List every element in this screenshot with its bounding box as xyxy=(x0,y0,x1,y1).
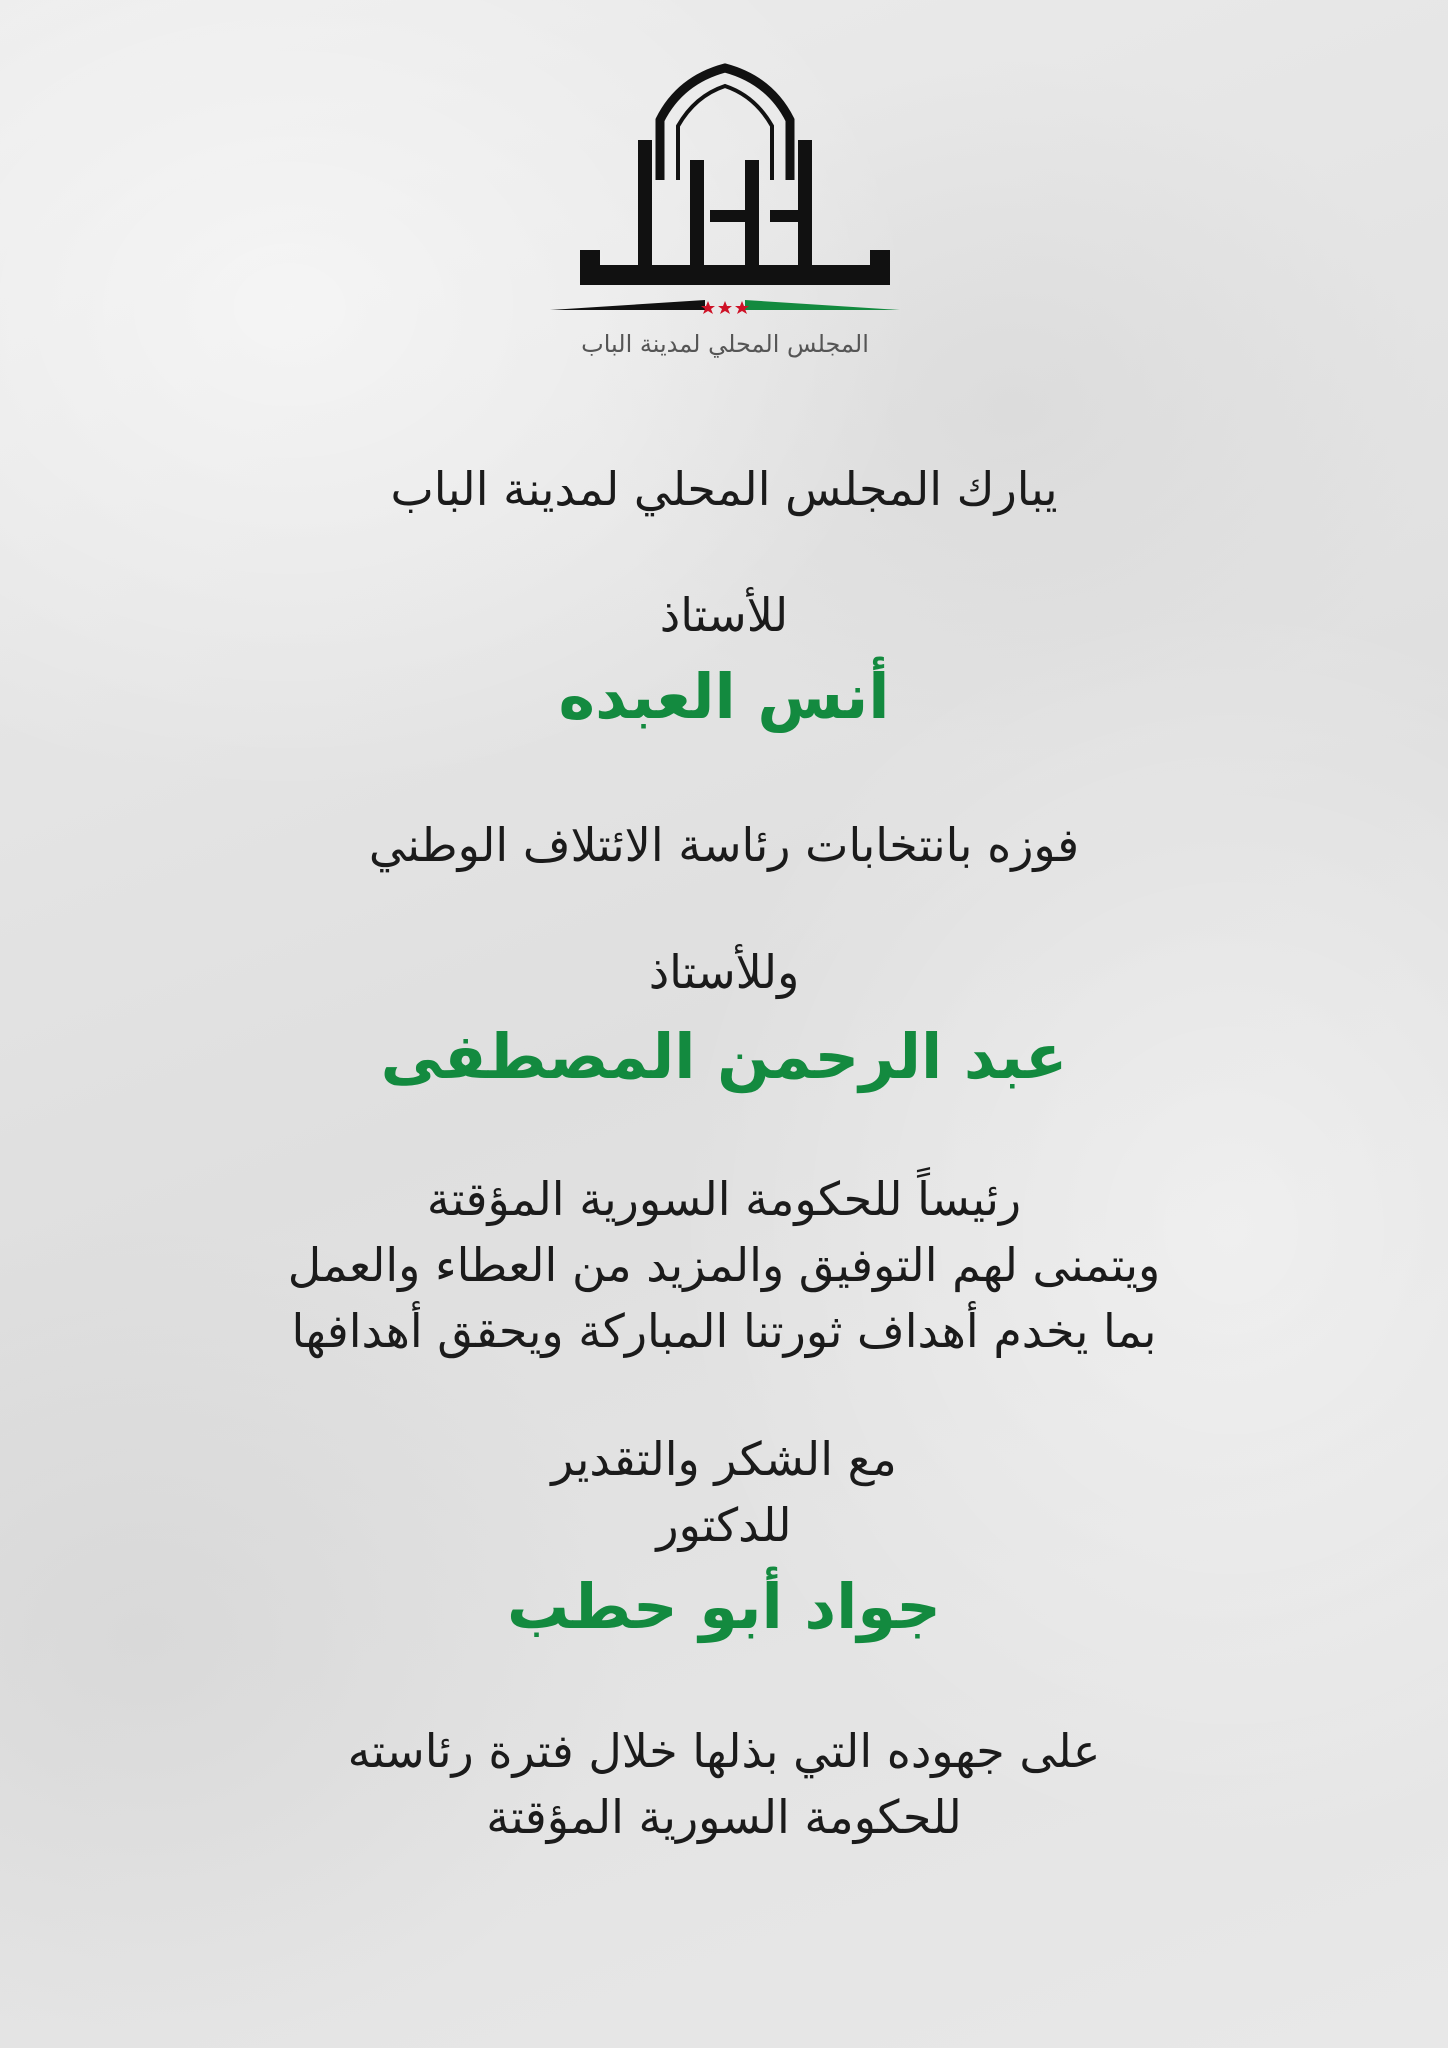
recipient3-title: للدكتور xyxy=(656,1498,792,1552)
al-bab-logo-mark xyxy=(540,60,910,350)
closing-line-1: على جهوده التي بذلها خلال فترة رئاسته xyxy=(347,1724,1101,1778)
logo-green-stripe xyxy=(745,300,900,310)
logo-caption: المجلس المحلي لمدينة الباب xyxy=(581,330,869,358)
thanks-line: مع الشكر والتقدير xyxy=(551,1432,897,1486)
recipient2-name: عبد الرحمن المصطفى xyxy=(380,1020,1068,1093)
recipient2-title: وللأستاذ xyxy=(648,945,800,999)
closing-line-2: للحكومة السورية المؤقتة xyxy=(486,1790,962,1844)
recipient3-name: جواد أبو حطب xyxy=(507,1570,941,1643)
wish-line-1: ويتمنى لهم التوفيق والمزيد من العطاء والعمل xyxy=(287,1238,1161,1292)
recipient1-title: للأستاذ xyxy=(659,588,789,642)
recipient2-reason: رئيساً للحكومة السورية المؤقتة xyxy=(426,1172,1022,1226)
recipient1-name: أنس العبده xyxy=(558,660,890,733)
logo-star-icon xyxy=(718,301,732,314)
al-bab-council-logo xyxy=(540,60,910,370)
greeting-line: يبارك المجلس المحلي لمدينة الباب xyxy=(390,462,1058,516)
logo-black-stripe xyxy=(550,300,705,310)
wish-line-2: بما يخدم أهداف ثورتنا المباركة ويحقق أهدافها xyxy=(291,1304,1157,1358)
recipient1-reason: فوزه بانتخابات رئاسة الائتلاف الوطني xyxy=(368,818,1080,872)
